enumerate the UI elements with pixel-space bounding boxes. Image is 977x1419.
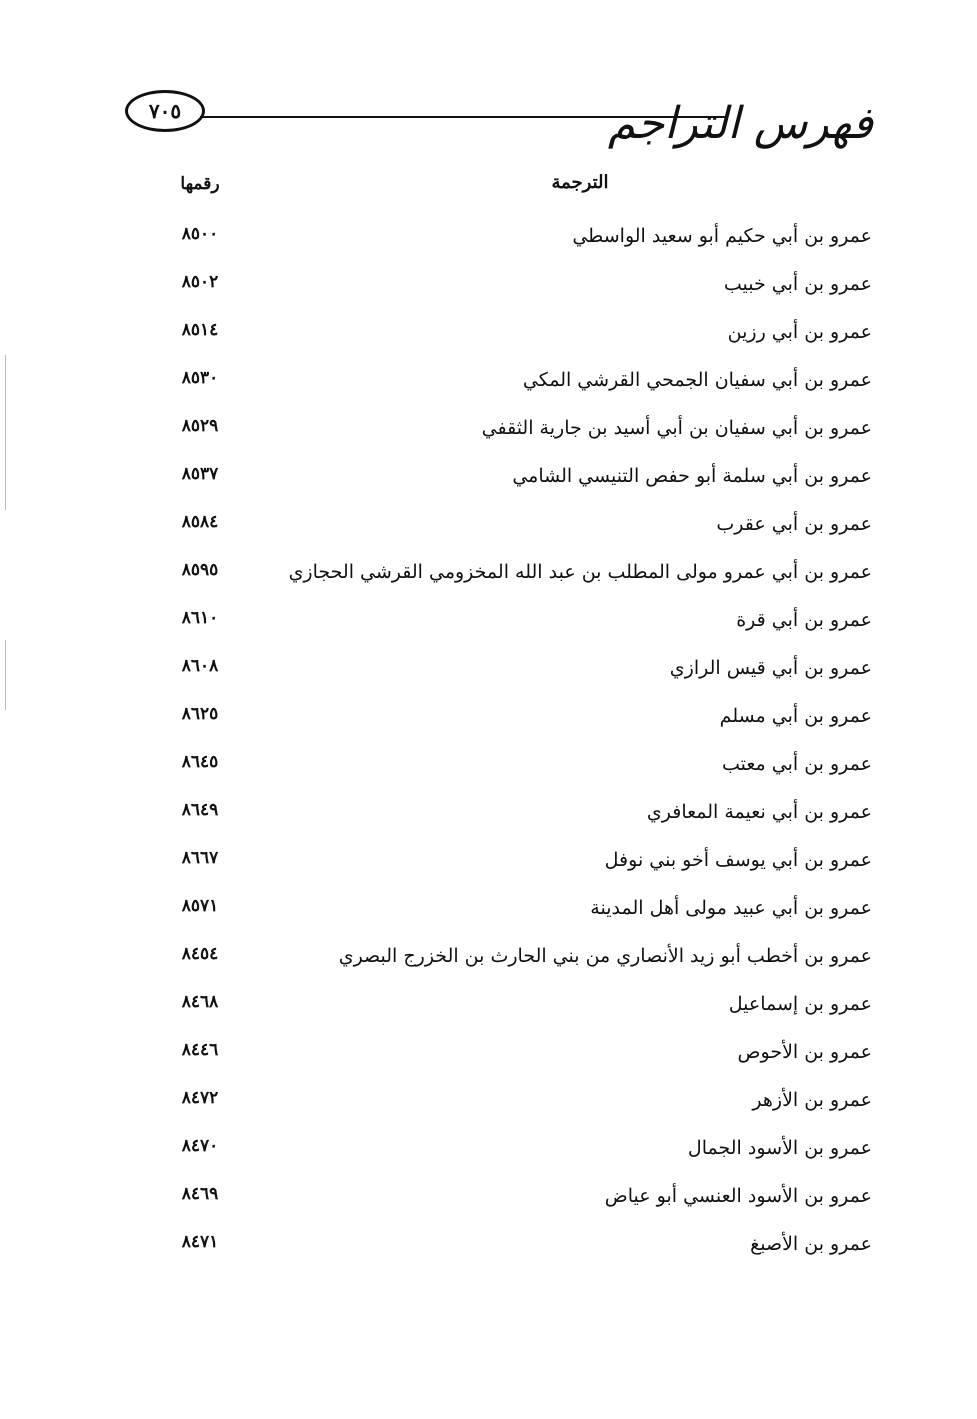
entry-number: ٨٥٧١	[181, 896, 219, 916]
entry-name: عمرو بن الأزهر	[752, 1089, 872, 1111]
entry-name: عمرو بن أبي معتب	[722, 753, 872, 775]
entry-name: عمرو بن أبي حكيم أبو سعيد الواسطي	[572, 225, 872, 247]
entry-name: عمرو بن الأسود العنسي أبو عياض	[604, 1185, 872, 1207]
index-row	[150, 889, 872, 937]
entry-number: ٨٤٧١	[181, 1232, 219, 1252]
entry-number: ٨٤٥٤	[181, 944, 219, 964]
index-row	[150, 1081, 872, 1129]
entry-number: ٨٤٧٠	[181, 1136, 219, 1156]
entry-number: ٨٦٤٩	[181, 800, 219, 820]
index-row	[150, 937, 872, 985]
index-row	[150, 1033, 872, 1081]
entry-name: عمرو بن أبي عبيد مولى أهل المدينة	[590, 897, 872, 919]
scan-margin-mark	[5, 640, 6, 710]
index-row	[150, 745, 872, 793]
entry-name: عمرو بن أبي يوسف أخو بني نوفل	[604, 849, 872, 871]
index-row	[150, 793, 872, 841]
entry-number: ٨٥٢٩	[181, 416, 219, 436]
entry-name: عمرو بن أبي خبيب	[723, 273, 872, 295]
entry-number: ٨٤٦٩	[181, 1184, 219, 1204]
entry-name: عمرو بن أبي سفيان بن أبي أسيد بن جارية الثقفي	[481, 417, 872, 439]
entry-number: ٨٦٢٥	[181, 704, 219, 724]
entry-number: ٨٥١٤	[181, 320, 219, 340]
column-header-number: رقمها	[180, 174, 220, 194]
scan-margin-mark	[5, 355, 6, 510]
index-row	[150, 361, 872, 409]
entry-name: عمرو بن أبي قيس الرازي	[669, 657, 872, 679]
index-row	[150, 697, 872, 745]
index-row	[150, 601, 872, 649]
entry-name: عمرو بن أبي سلمة أبو حفص التنيسي الشامي	[512, 465, 872, 487]
entry-number: ٨٥٣٧	[181, 464, 219, 484]
entry-number: ٨٥٠٠	[181, 224, 219, 244]
entry-number: ٨٤٤٦	[181, 1040, 219, 1060]
entry-number: ٨٤٧٢	[181, 1088, 219, 1108]
entry-name: عمرو بن أبي مسلم	[719, 705, 872, 727]
entry-number: ٨٦٤٥	[181, 752, 219, 772]
entry-name: عمرو بن الأصبغ	[750, 1233, 872, 1255]
index-row	[150, 1129, 872, 1177]
entry-name: عمرو بن الأسود الجمال	[687, 1137, 872, 1159]
index-row	[150, 1177, 872, 1225]
index-row	[150, 457, 872, 505]
entry-number: ٨٦٠٨	[181, 656, 219, 676]
header-rule	[200, 116, 725, 118]
index-row	[150, 409, 872, 457]
index-row	[150, 553, 872, 601]
entry-name: عمرو بن أبي عمرو مولى المطلب بن عبد الله المخزومي القرشي الحجازي	[288, 561, 872, 583]
index-row	[150, 1225, 872, 1273]
index-row	[150, 841, 872, 889]
entry-name: عمرو بن أبي عقرب	[716, 513, 872, 535]
entry-number: ٨٥٨٤	[181, 512, 219, 532]
index-row	[150, 265, 872, 313]
entry-name: عمرو بن إسماعيل	[728, 993, 872, 1015]
page-title: فهرس التراجم	[607, 98, 873, 149]
entry-number: ٨٥٣٠	[181, 368, 219, 388]
entry-name: عمرو بن أبي رزين	[727, 321, 872, 343]
index-list	[150, 217, 872, 1273]
entry-name: عمرو بن أبي سفيان الجمحي القرشي المكي	[522, 369, 872, 391]
entry-number: ٨٥٩٥	[181, 560, 219, 580]
index-row	[150, 505, 872, 553]
entry-number: ٨٥٠٢	[181, 272, 219, 292]
index-row	[150, 985, 872, 1033]
entry-name: عمرو بن أخطب أبو زيد الأنصاري من بني الحارث بن الخزرج البصري	[338, 945, 872, 967]
index-row	[150, 313, 872, 361]
entry-number: ٨٤٦٨	[181, 992, 219, 1012]
entry-name: عمرو بن الأحوص	[737, 1041, 872, 1063]
entry-number: ٨٦٦٧	[181, 848, 219, 868]
entry-name: عمرو بن أبي قرة	[736, 609, 872, 631]
index-row	[150, 217, 872, 265]
entry-number: ٨٦١٠	[181, 608, 219, 628]
index-row	[150, 649, 872, 697]
column-header-name: الترجمة	[551, 172, 609, 193]
entry-name: عمرو بن أبي نعيمة المعافري	[646, 801, 872, 823]
page-number: ٧٠٥	[125, 90, 205, 132]
